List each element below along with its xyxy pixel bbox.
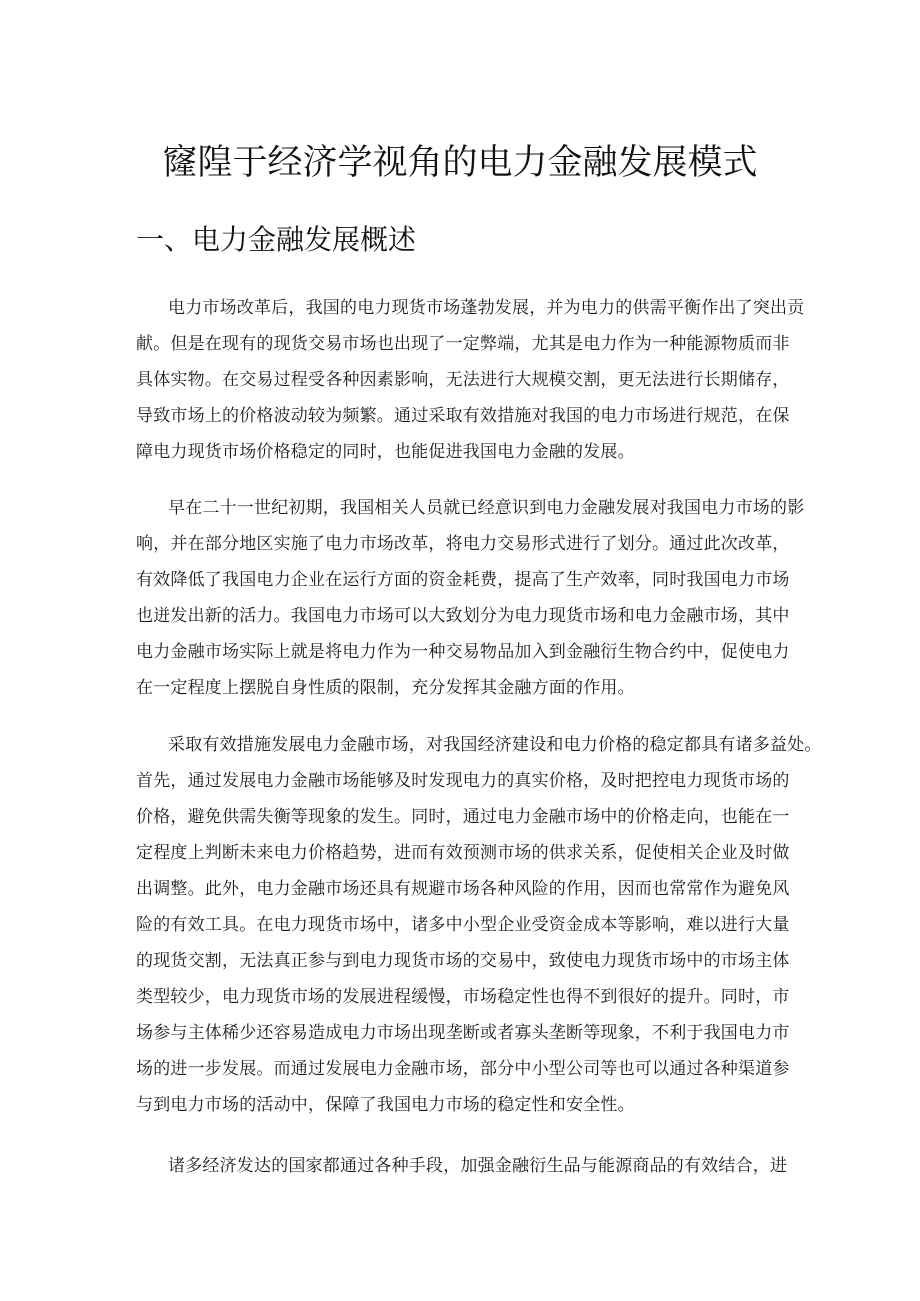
paragraph-line: 价格，避免供需失衡等现象的发生。同时，通过电力金融市场中的价格走向，也能在一 [136, 807, 790, 827]
paragraph-line: 的现货交割，无法真正参与到电力现货市场的交易中，致使电力现货市场中的市场主体 [136, 951, 790, 971]
paragraph-line: 险的有效工具。在电力现货市场中，诸多中小型企业受资金成本等影响，难以进行大量 [136, 915, 790, 935]
paragraph-line: 定程度上判断未来电力价格趋势，进而有效预测市场的供求关系，促使相关企业及时做 [136, 843, 790, 863]
paragraph-line: 具体实物。在交易过程受各种因素影响，无法进行大规模交割，更无法进行长期储存， [136, 370, 790, 390]
paragraph-3 [136, 727, 822, 1123]
paragraph-line: 电力市场改革后，我国的电力现货市场蓬勃发展，并为电力的供需平衡作出了突出贡 [168, 298, 805, 318]
paragraph-line: 场的进一步发展。而通过发展电力金融市场，部分中小型公司等也可以通过各种渠道参 [136, 1059, 790, 1079]
paragraph-1 [136, 290, 805, 470]
paragraph-2 [136, 490, 805, 706]
paragraph-line: 首先，通过发展电力金融市场能够及时发现电力的真实价格，及时把控电力现货市场的 [136, 771, 790, 791]
paragraph-line: 献。但是在现有的现货交易市场也出现了一定弊端，尤其是电力作为一种能源物质而非 [136, 334, 790, 354]
paragraph-line: 与到电力市场的活动中，保障了我国电力市场的稳定性和安全性。 [136, 1095, 635, 1115]
section-heading: 一、电力金融发展概述 [136, 223, 417, 256]
document-title: 窿隍于经济学视角的电力金融发展模式 [162, 143, 758, 183]
paragraph-line: 也迸发出新的活力。我国电力市场可以大致划分为电力现货市场和电力金融市场，其中 [136, 606, 790, 626]
paragraph-line: 场参与主体稀少还容易造成电力市场出现垄断或者寡头垄断等现象，不利于我国电力市 [136, 1023, 790, 1043]
paragraph-line: 导致市场上的价格波动较为频繁。通过采取有效措施对我国的电力市场进行规范，在保 [136, 406, 790, 426]
paragraph-line: 响，并在部分地区实施了电力市场改革，将电力交易形式进行了划分。通过此次改革， [136, 534, 790, 554]
paragraph-line: 早在二十一世纪初期，我国相关人员就已经意识到电力金融发展对我国电力市场的影 [168, 498, 805, 518]
paragraph-line: 电力金融市场实际上就是将电力作为一种交易物品加入到金融衍生物合约中，促使电力 [136, 642, 790, 662]
paragraph-line: 障电力现货市场价格稳定的同时，也能促进我国电力金融的发展。 [136, 442, 635, 462]
paragraph-line: 诸多经济发达的国家都通过各种手段，加强金融衍生品与能源商品的有效结合，进 [168, 1156, 788, 1176]
paragraph-line: 在一定程度上摆脱自身性质的限制，充分发挥其金融方面的作用。 [136, 678, 635, 698]
paragraph-line: 采取有效措施发展电力金融市场，对我国经济建设和电力价格的稳定都具有诸多益处。 [168, 735, 822, 755]
paragraph-line: 类型较少，电力现货市场的发展进程缓慢，市场稳定性也得不到很好的提升。同时，市 [136, 987, 790, 1007]
paragraph-4 [136, 1148, 786, 1184]
paragraph-line: 有效降低了我国电力企业在运行方面的资金耗费，提高了生产效率，同时我国电力市场 [136, 570, 790, 590]
paragraph-line: 出调整。此外，电力金融市场还具有规避市场各种风险的作用，因而也常常作为避免风 [136, 879, 790, 899]
